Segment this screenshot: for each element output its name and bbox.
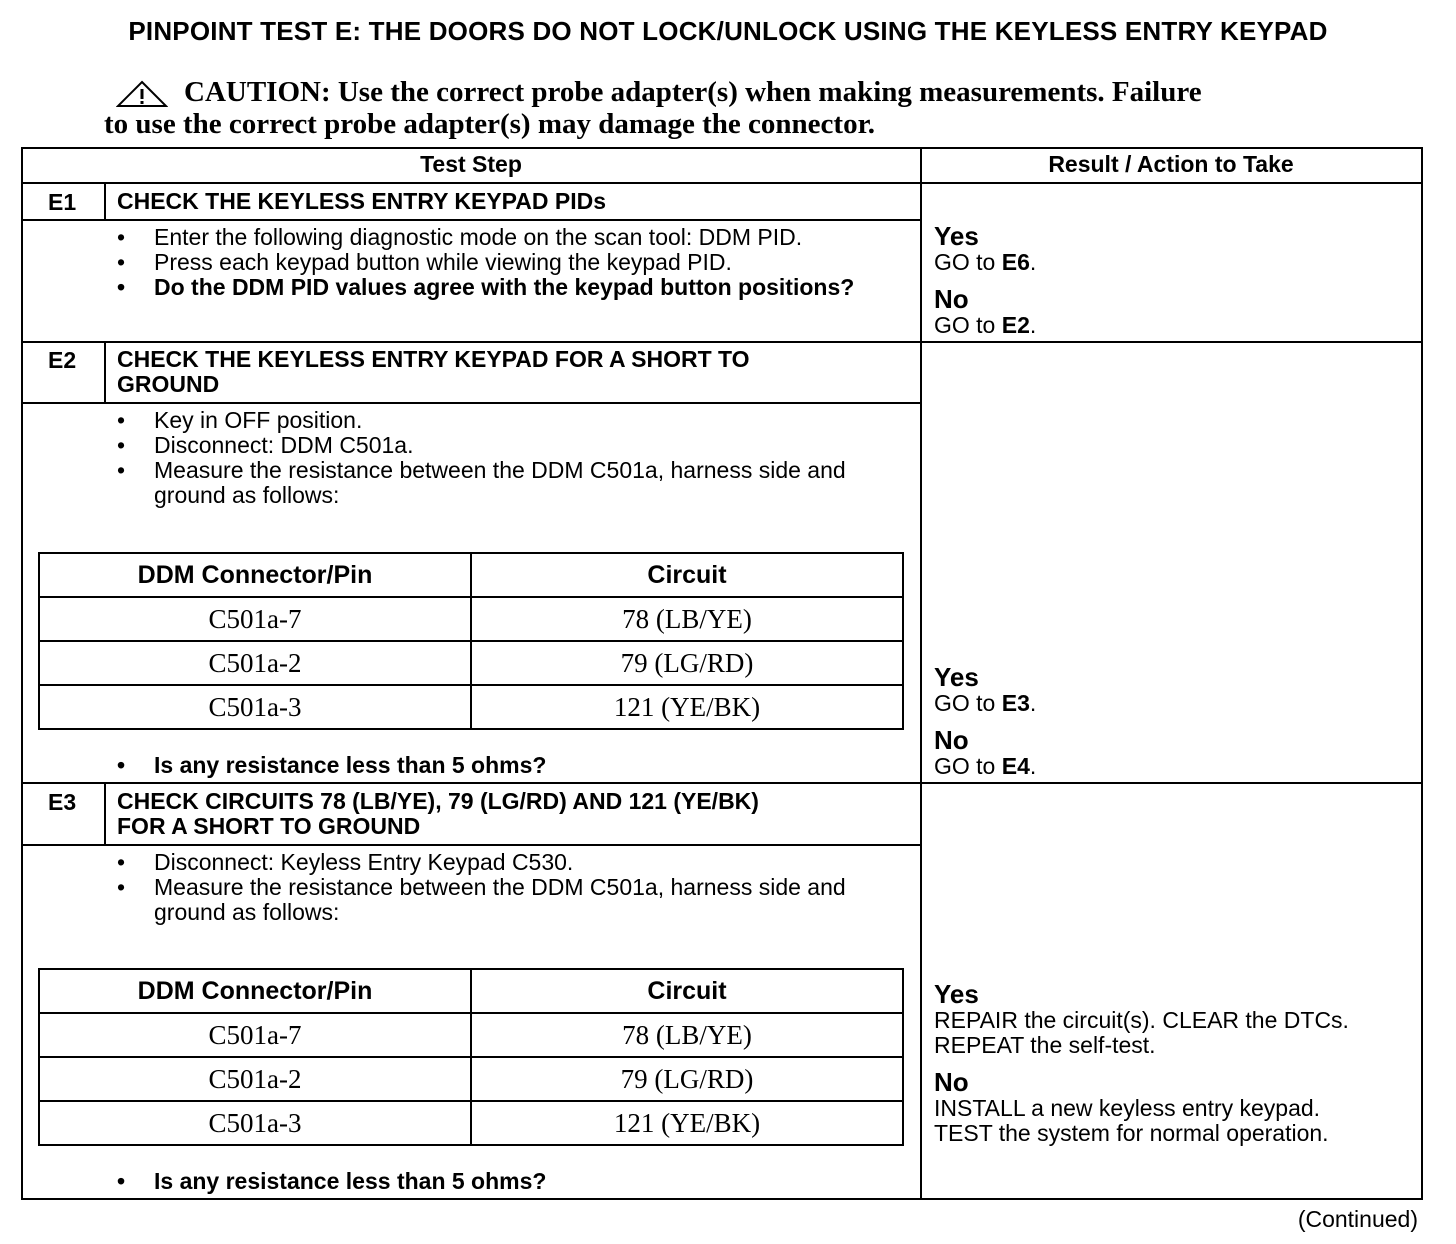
step-title: CHECK THE KEYLESS ENTRY KEYPAD FOR A SHORT TO GROUND	[117, 346, 750, 397]
page-title: PINPOINT TEST E: THE DOORS DO NOT LOCK/UNLOCK USING THE KEYLESS ENTRY KEYPAD	[128, 16, 1328, 46]
table-row: C501a-7 78 (LB/YE)	[39, 1013, 903, 1057]
yes-action-line: REPEAT the self-test.	[934, 1032, 1156, 1058]
step-question	[117, 753, 887, 778]
list-item: • Disconnect: DDM C501a.	[117, 433, 887, 458]
step-result	[934, 980, 1414, 1146]
no-label: No	[934, 1067, 969, 1097]
list-item: • Enter the following diagnostic mode on the scan tool: DDM PID.	[117, 225, 887, 250]
step-link[interactable]: E2	[1001, 312, 1030, 338]
column-header: DDM Connector/Pin	[39, 969, 471, 1013]
step-result	[934, 222, 1414, 338]
step-id: E2	[48, 347, 77, 373]
list-item: • Do the DDM PID values agree with the keypad button positions?	[117, 275, 887, 300]
yes-action: GO to E6.	[934, 249, 1037, 275]
step-title: CHECK THE KEYLESS ENTRY KEYPAD PIDs	[117, 188, 607, 214]
step-instructions	[117, 850, 887, 925]
no-action-line: TEST the system for normal operation.	[934, 1120, 1329, 1146]
no-action: GO to E2.	[934, 312, 1037, 338]
yes-label: Yes	[934, 221, 979, 251]
step-id: E1	[48, 189, 77, 215]
list-item: • Measure the resistance between the DDM C501a, harness side and ground as follows:	[117, 458, 887, 508]
table-row: C501a-3 121 (YE/BK)	[39, 1101, 903, 1145]
list-item: • Measure the resistance between the DDM C501a, harness side and ground as follows:	[117, 875, 887, 925]
yes-label: Yes	[934, 662, 979, 692]
step-title: CHECK CIRCUITS 78 (LB/YE), 79 (LG/RD) AND 121 (YE/BK) FOR A SHORT TO GROUND	[117, 788, 759, 839]
list-item: • Press each keypad button while viewing the keypad PID.	[117, 250, 887, 275]
no-action: GO to E4.	[934, 753, 1037, 779]
pin-table	[38, 552, 904, 730]
caution-note	[104, 76, 1344, 140]
step-link[interactable]: E3	[1001, 690, 1030, 716]
no-label: No	[934, 725, 969, 755]
list-item: • Is any resistance less than 5 ohms?	[117, 753, 887, 778]
header-test-step: Test Step	[420, 151, 522, 177]
step-link[interactable]: E4	[1001, 753, 1030, 779]
column-header: DDM Connector/Pin	[39, 553, 471, 597]
yes-action-line: REPAIR the circuit(s). CLEAR the DTCs.	[934, 1007, 1349, 1033]
table-row: C501a-2 79 (LG/RD)	[39, 1057, 903, 1101]
list-item: • Is any resistance less than 5 ohms?	[117, 1169, 887, 1194]
table-row: C501a-3 121 (YE/BK)	[39, 685, 903, 729]
step-result	[934, 663, 1414, 779]
yes-label: Yes	[934, 979, 979, 1009]
warning-triangle-icon	[116, 80, 168, 108]
step-question	[117, 1169, 887, 1194]
table-row: C501a-2 79 (LG/RD)	[39, 641, 903, 685]
caution-line-2: to use the correct probe adapter(s) may damage the connector.	[104, 108, 876, 140]
column-header: Circuit	[471, 553, 903, 597]
table-row: C501a-7 78 (LB/YE)	[39, 597, 903, 641]
step-link[interactable]: E6	[1001, 249, 1030, 275]
no-label: No	[934, 284, 969, 314]
caution-line-1: CAUTION: Use the correct probe adapter(s) when making measurements. Failure	[184, 76, 1202, 108]
header-result: Result / Action to Take	[1048, 151, 1294, 177]
continued-note: (Continued)	[1297, 1206, 1418, 1232]
step-instructions	[117, 225, 887, 300]
list-item: • Disconnect: Keyless Entry Keypad C530.	[117, 850, 887, 875]
column-header: Circuit	[471, 969, 903, 1013]
list-item: • Key in OFF position.	[117, 408, 887, 433]
step-instructions	[117, 408, 887, 508]
no-action-line: INSTALL a new keyless entry keypad.	[934, 1095, 1321, 1121]
yes-action: GO to E3.	[934, 690, 1037, 716]
step-id: E3	[48, 789, 77, 815]
pin-table	[38, 968, 904, 1146]
